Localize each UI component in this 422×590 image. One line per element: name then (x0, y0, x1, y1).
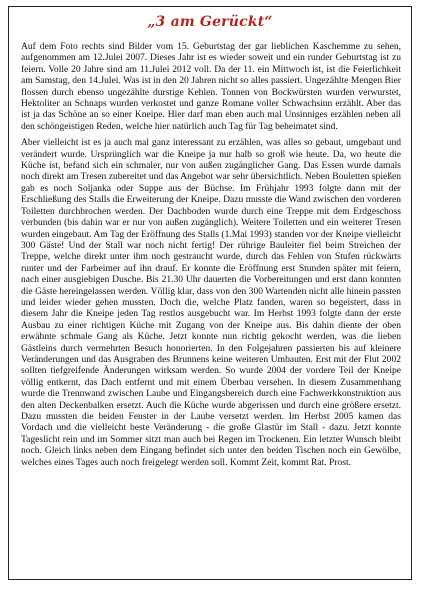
article-paragraph-1: Auf dem Foto rechts sind Bilder vom 15. Geburtstag der gar lieblichen Kaschemme zu sehen, aufgenommen am 12.Julei 2007. Dieses Jahr ist es wieder soweit und ein runder Geburtstag ist zu feiern. Volle 20 Jahre sind am 11.Julei 2012 voll. Da der 11. ein Mittwoch ist, ist die Feierlichkeit am Samstag, den 14.Julei. Was ist in den 20 Jahren nicht so alles passiert. Ungezählte Mengen Bier flossen durch ebenso ungezählte durstige Kehlen. Tonnen von Bockwürsten wurden verwurstet, Hektoliter an Schnaps wurden verkostet und ganze Romane voller Schwachsinn erzählt. Aber das ist ja das Schöne an so einer Kneipe. Hier darf man eben auch mal Unsinniges erzählen neben all den schöngeistigen Reden, welche hier natürlich auch Tag für Tag beheimatet sind. (21, 41, 401, 132)
article-paragraph-2: Aber vielleicht ist es ja auch mal ganz interessant zu erzählen, was alles so gebaut, umgebaut und verändert wurde. Ursprünglich war die Kneipe ja nur halb so groß wie heute. Da, wo heute die Küche ist, befand sich ein schmaler, nur von außen zugänglicher Gang. Das Essen wurde damals noch direkt am Tresen zubereitet und das Angebot war sehr übersichtlich. Neben Bouletten spießen gab es noch Soljanka oder Suppe aus der Büchse. Im Frühjahr 1993 folgte dann mit der Erschließung des Stalls die Erweiterung der Kneipe. Dazu musste die Wand zwischen den vorderen Toiletten durchbrochen werden. Der Dachboden wurde durch eine Treppe mit dem Erdgeschoss verbunden (bis dahin war er nur von außen zugänglich). Weitere Toiletten und ein weiterer Tresen wurden eingebaut. Am Tag der Eröffnung des Stalls (1.Mai 1993) standen vor der Kneipe vielleicht 300 Gäste! Und der Stall war noch nicht fertig! Der rührige Bauleiter fiel beim Streichen der Treppe, welche direkt unter ihm noch gestraucht wurde, durch das Fehlen von Stufen rückwärts runter und der Farbeimer auf ihn drauf. Er konnte die Eröffnung erst Stunden später mit feiern, nach einer ausgiebigen Dusche. Bis 21.30 Uhr dauerten die Vorbereitungen und erst dann konnten die Gäste hereingelassen werden. Völlig klar, dass von den 300 Wartenden nicht alle hinein passten und leider wieder gehen mussten. Doch die, welche Platz fanden, waren so begeistert, dass in diesem Jahr die Kneipe jeden Tag restlos ausgebucht war. Im Herbst 1993 folgte dann der erste Ausbau zu einer richtigen Küche mit Zugang von der Kneipe aus. Bis dahin diente der oben erwähnte schmale Gang als Küche. Jetzt konnte nun richtig gekocht werden, was die lieben Gästleins durch vermehrten Besuch honorierten. In den Folgejahren passierten bis auf kleinere Veränderungen und das Ausgraben des Brunnens keine weiteren Umbauten. Erst mit der Flut 2002 sollten tiefgreifende Änderungen wirksam werden. So wurde 2004 der vordere Teil der Kneipe völlig entkernt, das Dach entfernt und mit einem Überbau versehen. In diesem Zusammenhang wurde die Trennwand zwischen Laube und Eingangsbereich durch eine Fachwerkkonstruktion aus den alten Deckenbalken ersetzt. Auch die Küche wurde abgerissen und durch eine größere ersetzt. Dazu mussten die beiden Fenster in der Laube versetzt werden. Im Herbst 2005 kamen das Vordach und die vielleicht beste Veränderung - die große Glastür im Stall - dazu. Jetzt konnte Tageslicht rein und im Sommer sitzt man auch bei Regen im Trockenen. Ein letzter Wunsch bleibt noch. Gleich links neben dem Eingang befindet sich unter den beiden Tischen noch ein Gewölbe, welches eines Tages auch noch freigelegt werden soll. Kommt Zeit, kommt Rat. Prost. (21, 137, 401, 468)
article-frame (8, 6, 412, 580)
title-bar (9, 9, 411, 35)
article-body (21, 41, 401, 473)
page-title: „3 am Gerückt“ (147, 14, 273, 30)
